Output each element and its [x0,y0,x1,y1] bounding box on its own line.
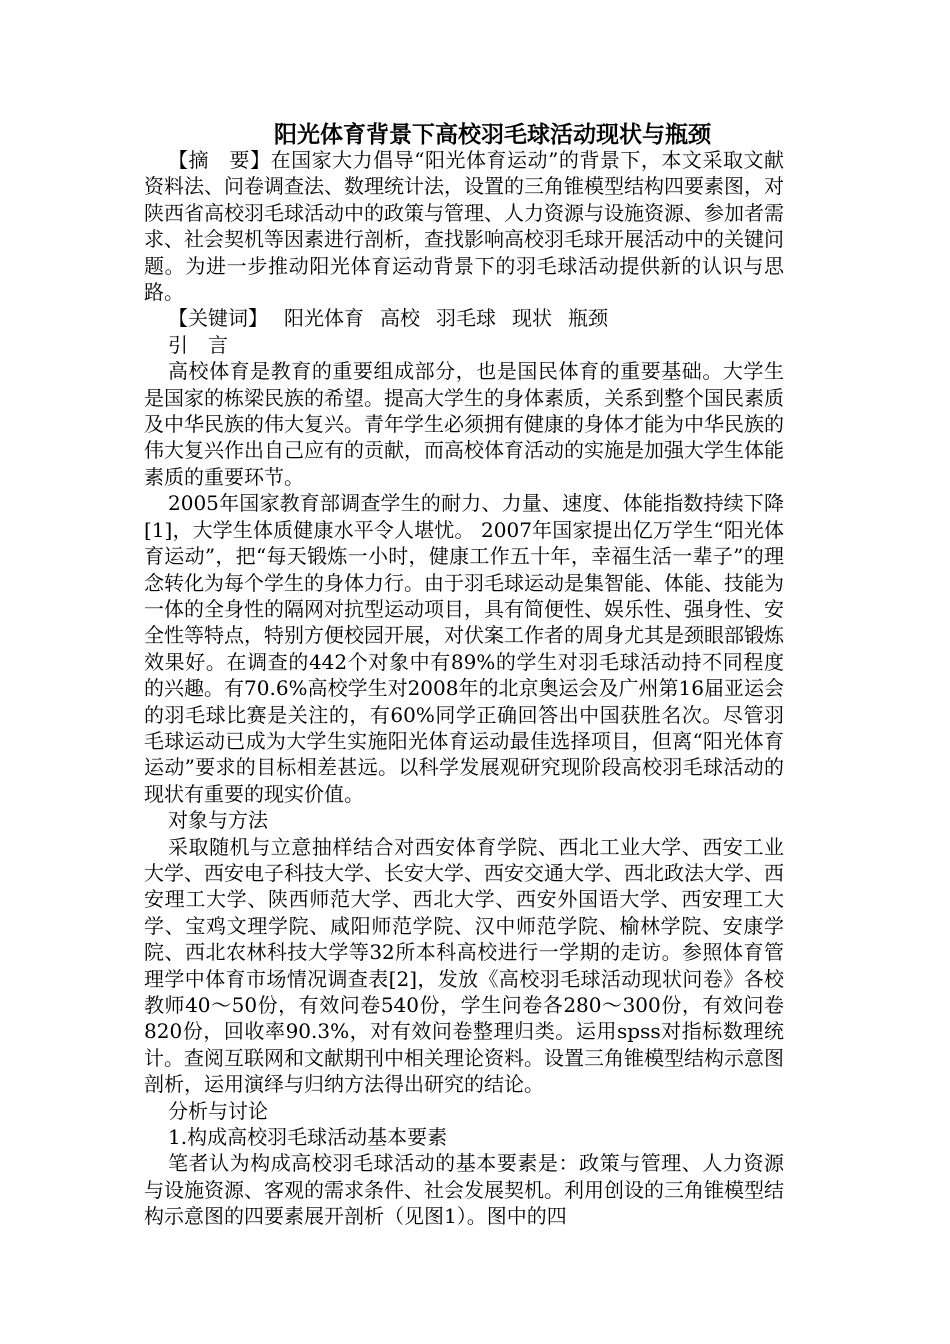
intro-paragraph-1: 高校体育是教育的重要组成部分，也是国民体育的重要基础。大学生是国家的栋梁民族的希望。提高大学生的身体素质，关系到整个国民素质及中华民族的伟大复兴。青年学生必须拥有健康的身体才能为中华民族的伟大复兴作出自己应有的贡献，而高校体育活动的实施是加强大学生体能素质的重要环节。 [144,359,784,489]
abstract-text: 在国家大力倡导“阳光体育运动”的背景下，本文采取文献资料法、问卷调查法、数理统计法，设置的三角锥模型结构四要素图，对陕西省高校羽毛球活动中的政策与管理、人力资源与设施资源、参加者需求、社会契机等因素进行剖析，查找影响高校羽毛球开展活动中的关键问题。为进一步推动阳光体育运动背景下的羽毛球活动提供新的认识与思路。 [144,148,784,305]
abstract-label: 【摘 要】 [168,148,271,172]
section-heading-intro: 引 言 [168,332,228,357]
intro-paragraph-2: 2005年国家教育部调查学生的耐力、力量、速度、体能指数持续下降[1]，大学生体质健康水平令人堪忧。 2007年国家提出亿万学生“阳光体育运动”，把“每天锻炼一小时，健康工作五十年，幸福生活一辈子”的理念转化为每个学生的身体力行。由于羽毛球运动是集智能、体能、技能为一体的全身性的隔网对抗型运动项目，具有简便性、娱乐性、强身性、安全性等特点，特别方便校园开展，对伏案工作者的周身尤其是颈眼部锻炼效果好。在调查的442个对象中有89%的学生对羽毛球活动持不同程度的兴趣。有70.6%高校学生对2008年的北京奥运会及广州第16届亚运会的羽毛球比赛是关注的，有60%同学正确回答出中国获胜名次。尽管羽毛球运动已成为大学生实施阳光体育运动最佳选择项目，但离“阳光体育运动”要求的目标相差甚远。以科学发展观研究现阶段高校羽毛球活动的现状有重要的现实价值。 [144,491,784,806]
keyword-item: 现状 [512,306,552,331]
keyword-item: 高校 [380,306,420,331]
keywords-label: 【关键词】 [168,306,268,331]
subsection-heading-1: 1.构成高校羽毛球活动基本要素 [168,1125,448,1150]
keyword-item: 羽毛球 [436,306,496,331]
method-paragraph: 采取随机与立意抽样结合对西安体育学院、西北工业大学、西安工业大学、西安电子科技大学、长安大学、西安交通大学、西北政法大学、西安理工大学、陕西师范大学、西北大学、西安外国语大学、西安理工大学、宝鸡文理学院、咸阳师范学院、汉中师范学院、榆林学院、安康学院、西北农林科技大学等32所本科高校进行一学期的走访。参照体育管理学中体育市场情况调查表[2]，发放《高校羽毛球活动现状问卷》各校教师40～50份，有效问卷540份，学生问卷各280～300份，有效问卷820份，回收率90.3%，对有效问卷整理归类。运用spss对指标数理统计。查阅互联网和文献期刊中相关理论资料。设置三角锥模型结构示意图剖析，运用演绎与归纳方法得出研究的结论。 [144,834,784,1097]
keyword-item: 瓶颈 [568,306,608,331]
section-heading-analysis: 分析与讨论 [168,1098,268,1123]
section-heading-method: 对象与方法 [168,808,268,833]
abstract-paragraph [144,147,784,305]
article-title: 阳光体育背景下高校羽毛球活动现状与瓶颈 [274,121,711,148]
keyword-item: 阳光体育 [284,306,364,331]
subsection-paragraph-1: 笔者认为构成高校羽毛球活动的基本要素是：政策与管理、人力资源与设施资源、客观的需求条件、社会发展契机。利用创设的三角锥模型结构示意图的四要素展开剖析（见图1）。图中的四 [144,1151,784,1229]
keywords-line [144,305,784,331]
article-body [144,147,784,1230]
